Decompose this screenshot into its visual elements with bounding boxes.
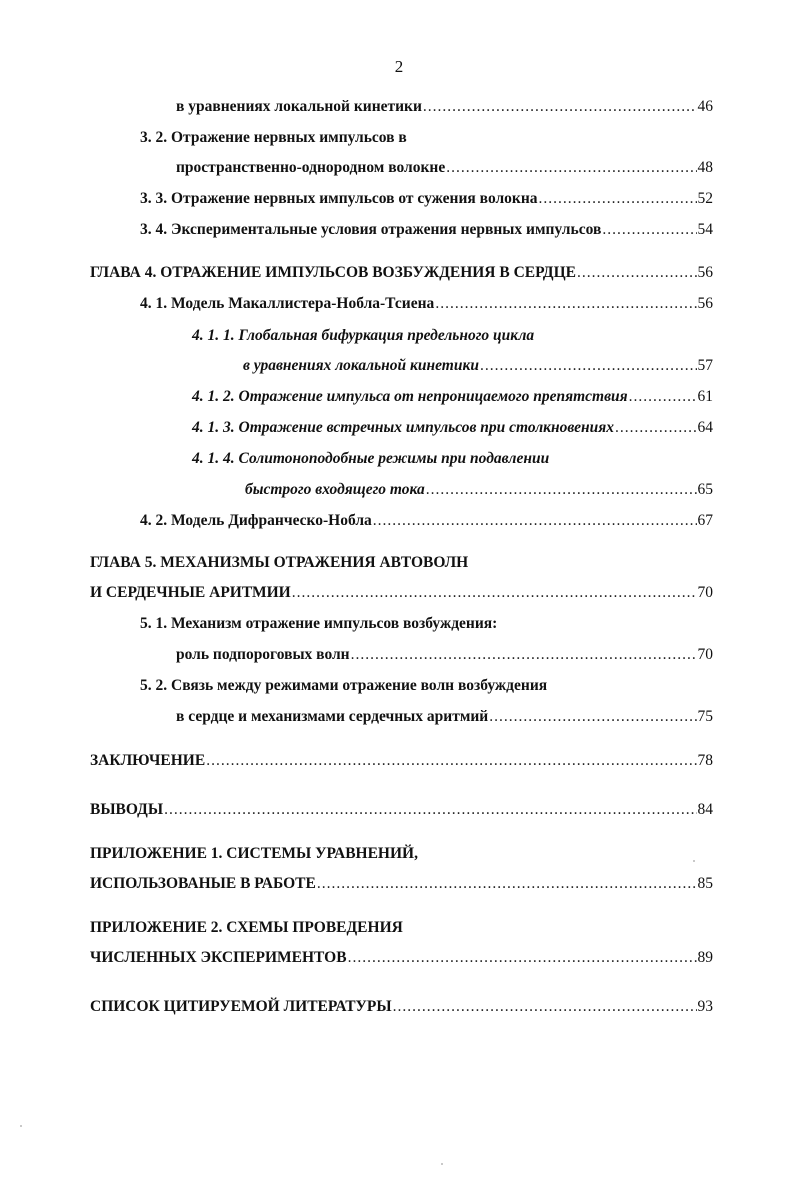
toc-page-ref: 61 [697,388,713,405]
toc-page-ref: 89 [697,949,713,966]
toc-conclusion[interactable] [90,750,713,772]
toc-entry-text: 4. 1. 2. Отражение импульса от непроницаемого препятствия [192,388,628,405]
toc-entry-4-2[interactable] [140,510,713,532]
toc-entry-4-1-4-cont[interactable] [245,479,713,501]
toc-entry-3-4[interactable] [140,219,713,241]
toc-entry-text: 3. 4. Экспериментальные условия отражения нервных импульсов [140,221,602,238]
dot-leader [164,799,696,821]
toc-page-ref: 64 [697,419,713,436]
toc-entry-text: в уравнениях локальной кинетики [243,357,479,374]
toc-entry-text: ВЫВОДЫ [90,801,164,818]
toc-page-ref: 56 [697,295,713,312]
toc-references[interactable] [90,996,713,1018]
toc-page-ref: 85 [697,875,713,892]
dot-leader [423,96,697,118]
toc-findings[interactable] [90,799,713,821]
toc-entry-text: ПРИЛОЖЕНИЕ 1. СИСТЕМЫ УРАВНЕНИЙ, [90,845,418,862]
toc-chapter-5-cont[interactable] [90,582,713,604]
toc-page-ref: 75 [697,708,713,725]
toc-page-ref: 78 [697,752,713,769]
dot-leader [351,644,697,666]
toc-entry-text: 3. 2. Отражение нервных импульсов в [140,129,407,146]
toc-entry-text: пространственно-однородном волокне [176,159,446,176]
scan-speck [441,1163,443,1165]
dot-leader [602,219,696,241]
toc-entry-text: роль подпороговых волн [176,646,350,663]
dot-leader [292,582,697,604]
toc-entry-5-1-cont[interactable] [176,644,713,666]
toc-entry-3-2-cont[interactable] [176,157,713,179]
toc-entry-text: 5. 2. Связь между режимами отражение волн возбуждения [140,677,548,694]
dot-leader [577,262,697,284]
toc-entry-5-1[interactable] [140,613,497,635]
dot-leader [480,355,697,377]
toc-entry-text: ЧИСЛЕННЫХ ЭКСПЕРИМЕНТОВ [90,949,347,966]
toc-page-ref: 54 [697,221,713,238]
dot-leader [446,157,696,179]
toc-entry-text: 4. 1. 4. Солитоноподобные режимы при подавлении [192,450,550,467]
toc-page-ref: 84 [697,801,713,818]
toc-page-ref: 67 [697,512,713,529]
toc-page-ref: 70 [697,646,713,663]
toc-entry-text: быстрого входящего тока [245,481,425,498]
dot-leader [373,510,697,532]
toc-page-ref: 57 [697,357,713,374]
toc-page-ref: 65 [697,481,713,498]
toc-entry-3-1-cont[interactable] [176,96,713,118]
dot-leader [539,188,697,210]
toc-appendix-1[interactable] [90,843,418,865]
dot-leader [489,706,696,728]
toc-page-ref: 46 [697,98,713,115]
toc-entry-3-3[interactable] [140,188,713,210]
toc-entry-text: ПРИЛОЖЕНИЕ 2. СХЕМЫ ПРОВЕДЕНИЯ [90,919,403,936]
toc-entry-5-2[interactable] [140,675,547,697]
toc-entry-4-1-1[interactable] [192,325,534,347]
toc-appendix-1-cont[interactable] [90,873,713,895]
dot-leader [348,947,697,969]
toc-chapter-4[interactable] [90,262,713,284]
dot-leader [393,996,697,1018]
toc-entry-text: ГЛАВА 4. ОТРАЖЕНИЕ ИМПУЛЬСОВ ВОЗБУЖДЕНИЯ В СЕРДЦЕ [90,264,576,281]
page-number: 2 [394,57,404,76]
toc-page-ref: 93 [697,998,713,1015]
toc-appendix-2[interactable] [90,917,403,939]
toc-page-ref: 52 [697,190,713,207]
dot-leader [426,479,697,501]
toc-entry-text: в сердце и механизмами сердечных аритмий [176,708,489,725]
toc-chapter-5[interactable] [90,552,468,574]
scan-speck [20,1125,22,1127]
toc-entry-text: ИСПОЛЬЗОВАНЫЕ В РАБОТЕ [90,875,316,892]
toc-entry-text: И СЕРДЕЧНЫЕ АРИТМИИ [90,584,291,601]
toc-entry-text: ГЛАВА 5. МЕХАНИЗМЫ ОТРАЖЕНИЯ АВТОВОЛН [90,554,469,571]
toc-entry-text: 4. 2. Модель Дифранческо-Нобла [140,512,372,529]
toc-entry-text: 3. 3. Отражение нервных импульсов от сужения волокна [140,190,538,207]
toc-entry-text: ЗАКЛЮЧЕНИЕ [90,752,206,769]
toc-entry-text: 4. 1. 3. Отражение встречных импульсов при столкновениях [192,419,614,436]
toc-entry-4-1-3[interactable] [192,417,713,439]
toc-entry-text: в уравнениях локальной кинетики [176,98,422,115]
toc-entry-5-2-cont[interactable] [176,706,713,728]
toc-entry-text: 5. 1. Механизм отражение импульсов возбуждения: [140,615,498,632]
toc-appendix-2-cont[interactable] [90,947,713,969]
toc-entry-4-1[interactable] [140,293,713,315]
dot-leader [629,386,697,408]
toc-entry-4-1-1-cont[interactable] [243,355,713,377]
toc-page-ref: 70 [697,584,713,601]
toc-entry-4-1-2[interactable] [192,386,713,408]
dot-leader [206,750,696,772]
scan-speck [693,860,695,862]
dot-leader [317,873,697,895]
toc-entry-4-1-4[interactable] [192,448,549,470]
dot-leader [435,293,696,315]
toc-entry-text: 4. 1. 1. Глобальная бифуркация предельного цикла [192,327,535,344]
dot-leader [615,417,697,439]
toc-entry-3-2[interactable] [140,127,407,149]
toc-page-ref: 56 [697,264,713,281]
toc-page-ref: 48 [697,159,713,176]
toc-entry-text: СПИСОК ЦИТИРУЕМОЙ ЛИТЕРАТУРЫ [90,998,392,1015]
toc-entry-text: 4. 1. Модель Макаллистера-Нобла-Тсиена [140,295,435,312]
